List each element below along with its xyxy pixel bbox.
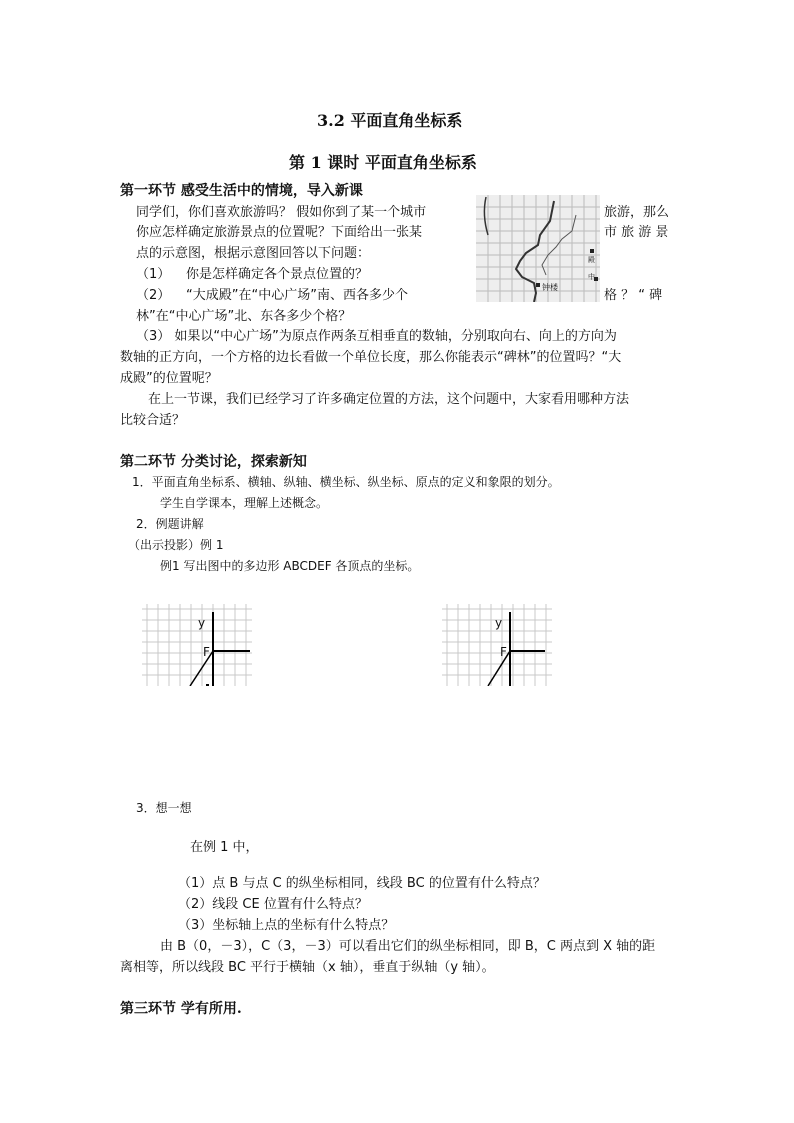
answer-line-2: 离相等，所以线段 BC 平行于横轴（x 轴），垂直于纵轴（y 轴）。	[120, 960, 495, 975]
transition-line-1: 在上一节课，我们已经学习了许多确定位置的方法，这个问题中，大家看用哪种方法	[148, 392, 630, 407]
page-title: 3.2 平面直角坐标系	[317, 111, 463, 130]
question-3-line-3: 成殿”的位置呢？	[120, 371, 218, 386]
answer-line-1: 由 B（0，－3），C（3，－3）可以看出它们的纵坐标相同，即 B，C 两点到 X 轴的距	[160, 939, 656, 954]
coordinate-grid-right	[442, 604, 552, 686]
transition-line-2: 比较合适？	[120, 413, 186, 428]
think-question-1: （1）点 B 与点 C 的纵坐标相同，线段 BC 的位置有什么特点？	[178, 876, 546, 891]
coordinate-grid-left	[142, 604, 252, 686]
example-1: 例1 写出图中的多边形 ABCDEF 各顶点的坐标。	[160, 559, 420, 573]
question-3-line-2: 数轴的正方向，一个方格的边长看做一个单位长度，那么你能表示“碑林”的位置吗？“大	[120, 350, 622, 365]
point-f-label: F	[203, 645, 210, 659]
question-1-number: （1）	[136, 267, 171, 282]
question-2-tail: 格 ？ “ 碑	[604, 288, 663, 303]
question-2-line-2: 林”在“中心广场”北、东各多少个格？	[136, 309, 352, 324]
intro-line-3: 点的示意图，根据示意图回答以下问题：	[136, 246, 371, 261]
y-axis-label: y	[495, 616, 503, 630]
think-intro: 在例 1 中，	[190, 840, 259, 855]
think-question-2: （2）线段 CE 位置有什么特点？	[178, 897, 368, 912]
intro-line-2b: 市 旅 游 景	[604, 225, 669, 240]
map-label-palace: 殿	[588, 256, 595, 264]
map-label-bell-tower: 钟楼	[542, 283, 558, 292]
section-2-heading: 第二环节 分类讨论，探索新知	[120, 454, 307, 470]
intro-line-1a: 同学们，你们喜欢旅游吗？ 假如你到了某一个城市	[136, 205, 427, 220]
lesson-subtitle: 第 1 课时 平面直角坐标系	[289, 153, 477, 172]
item-2-sub: （出示投影）例 1	[128, 538, 224, 552]
think-question-3: （3）坐标轴上点的坐标有什么特点？	[178, 918, 395, 933]
tourist-map-figure	[476, 195, 600, 302]
point-f-label: F	[500, 645, 507, 659]
y-axis-label: y	[198, 616, 206, 630]
section-1-heading: 第一环节 感受生活中的情境，导入新课	[120, 183, 363, 199]
item-2: 2．例题讲解	[136, 517, 204, 531]
question-1-text: 你是怎样确定各个景点位置的？	[186, 267, 369, 282]
section-3-heading: 第三环节 学有所用.	[120, 1001, 242, 1017]
question-2-text: “大成殿”在“中心广场”南、西各多少个	[186, 288, 408, 303]
question-3-line-1: （3） 如果以“中心广场”为原点作两条互相垂直的数轴，分别取向右、向上的方向为	[136, 329, 617, 344]
item-3: 3．想一想	[136, 801, 192, 815]
item-1: 1．平面直角坐标系、横轴、纵轴、横坐标、纵坐标、原点的定义和象限的划分。	[132, 475, 560, 489]
item-1-sub: 学生自学课本，理解上述概念。	[160, 496, 329, 510]
question-2-number: （2）	[136, 288, 171, 303]
intro-line-2a: 你应怎样确定旅游景点的位置呢？下面给出一张某	[136, 225, 423, 240]
map-label-center: 中	[588, 273, 595, 281]
intro-line-1b: 旅游，那么	[604, 205, 670, 220]
